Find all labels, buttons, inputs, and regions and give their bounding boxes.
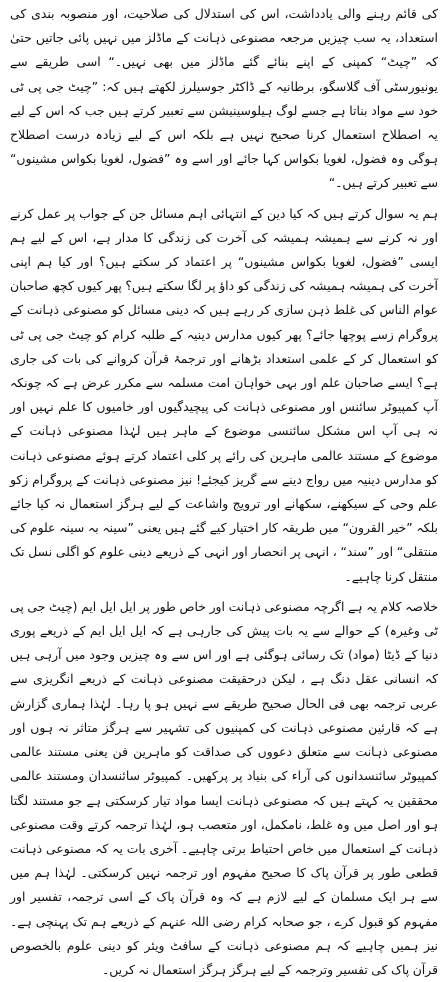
article-paragraph-2: ہم یہ سوال کرتے ہیں کہ کیا دین کے انتہائی اہم مسائل جن کے جواب پر عمل کرنے اور نہ کرنے سے ہمیشہ ہمیشہ کی آخرت کی زندگی کا مدار ہے، اس کے لیے ہم ایسی ”فضول، لغویا بکواس مشینوں“ پر اعتماد کر سکتے ہیں؟ اور کیا ہم اپنی آخرت کی ہمیشہ ہمیشہ کی زندگی کو داؤ پر لگا سکتے ہیں؟ پھر کیوں کچھ صاحبان عوام الناس کی غلط ذہن سازی کر رہے ہیں کہ دینی مسائل کو مصنوعی ذہانت کے پروگرام زسے پوچھا جائے؟ پھر کیوں مدارس دینیہ کے طلبہ کرام کو چیٹ جی پی ٹی کو استعمال کر کے علمی استعداد بڑھانے اور ترجمۂ قرآن کروانے کی بات کی جاری ہے؟ ایسے صاحبان علم اور بہی خواہان امت مسلمہ سے مکرر عرض ہے کہ چونکہ آپ کمپیوٹر سائنس اور مصنوعی ذہانت کی پیچیدگیوں اور خامیوں کا علم نہیں اور نہ ہی آپ اس مشکل سائنسی موضوع کے ماہر ہیں لہٰذا مصنوعی ذہانت کے موضوع کے مستند عالمی ماہرین کی رائے پر کلی اعتماد کرتے ہوئے مصنوعی ذہانت کو مدارس دینیہ میں رواج دینے سے گریز کیجئے! نیز مصنوعی ذہانت کے پروگرام زکو علم وحی کے سیکھنے، سکھانے اور ترویج واشاعت کے لیے ہرگز استعمال نہ کیا جائے بلکہ ”خیر القرون“ میں طریقہ کار اختیار کیے گئے ہیں یعنی ”سینہ بہ سینہ علوم کی منتقلی“ اور ”سند“ ، انہی پر انحصار اور انہی کے ذریعے دینی علوم کو اگلی نسل تک منتقل کرنا چاہیے۔ xyxy=(10,205,438,584)
article-paragraph-1: کی قائم رہنے والی یادداشت، اس کی استدلال کی صلاحیت، اور منصوبہ بندی کی استعداد، یہ سب چیزیں مرجعہ مصنوعی ذہانت کے ماڈلز میں نہیں پائی جاتیں حتیٰ کہ ”چیٹ“ کمپنی کے اپنے بنائے گئے ماڈلز میں بھی نہیں۔“ اسی طریقے سے یونیورسٹی آف گلاسگو، برطانیہ کے ڈاکٹر جوسیلرز لکھتے ہیں کہ: ”چیٹ جی پی ٹی خود سے مواد بناتا ہے جسے لوگ ہیلوسینیشن سے تعبیر کرتے ہیں جب کہ اس کے لیے یہ اصطلاح استعمال کرنا صحیح نہیں ہے بلکہ اس کے لیے زیادہ درست اصطلاح ہوگی وہ فضول، لغویا بکواس کہا جائے اور اسے وہ ”فضول، لغویا بکواس مشینوں“ سے تعبیر کرتے ہیں۔“ xyxy=(10,6,438,191)
article-paragraph-3: خلاصہ کلام یہ ہے اگرچہ مصنوعی ذہانت اور خاص طور پر ایل ایل ایم (چیٹ جی پی ٹی وغیرہ) کے حوالے سے یہ بات پیش کی جارہی ہے کہ ایل ایل ایم کے ذریعے پوری دنیا کے ڈیٹا (مواد) تک رسائی ہوگئی ہے اور اس سے وہ چیزیں وجود میں آرہی ہیں کہ انسانی عقل دنگ ہے ، لیکن درحقیقت مصنوعی ذہانت کے ذریعے انگریزی سے عربی ترجمہ بھی فی الحال صحیح طریقے سے نہیں ہو پا رہا۔ لہٰذا ہماری گزارش ہے کہ قارئین مصنوعی ذہانت کی کمپنیوں کی تشہیر سے ہرگز متاثر نہ ہوں اور مصنوعی ذہانت سے متعلق دعووں کی صداقت کو ماہرین فن یعنی مستند عالمی کمپیوٹر سائنسدانوں کی آراء کی بنیاد پر پرکھیں۔ کمپیوٹر سائنسدان ومستند عالمی محققین یہ کہتے ہیں کہ مصنوعی ذہانت ایسا مواد تیار کرسکتی ہے جو مستند لگتا ہو اور اصل میں وہ غلط، نامکمل، اور متعصب ہو، لہٰذا ترجمہ کرتے وقت مصنوعی ذہانت کے استعمال میں خاص احتیاط برتی چاہیے۔ آخری بات یہ کہ مصنوعی ذہانت قطعی طور پر قرآن پاک کا صحیح مفہوم اور ترجمہ نہیں کرسکتی۔ لہٰذا ہم میں سے ہر ایک مسلمان کے لیے لازم ہے کہ وہ قرآن پاک کے اسی ترجمہ، تفسیر اور مفہوم کو قبول کرے ، جو صحابہ کرام رضی اللہ عنہم کے ذریعے ہم تک پہنچی ہے۔ نیز ہمیں چاہیے کہ ہم مصنوعی ذہانت کے سافٹ ویئر کو دینی علوم بالخصوص قرآن پاک کی تفسیر وترجمہ کے لیے ہرگز ہرگز استعمال نہ کریں۔ xyxy=(10,598,438,977)
